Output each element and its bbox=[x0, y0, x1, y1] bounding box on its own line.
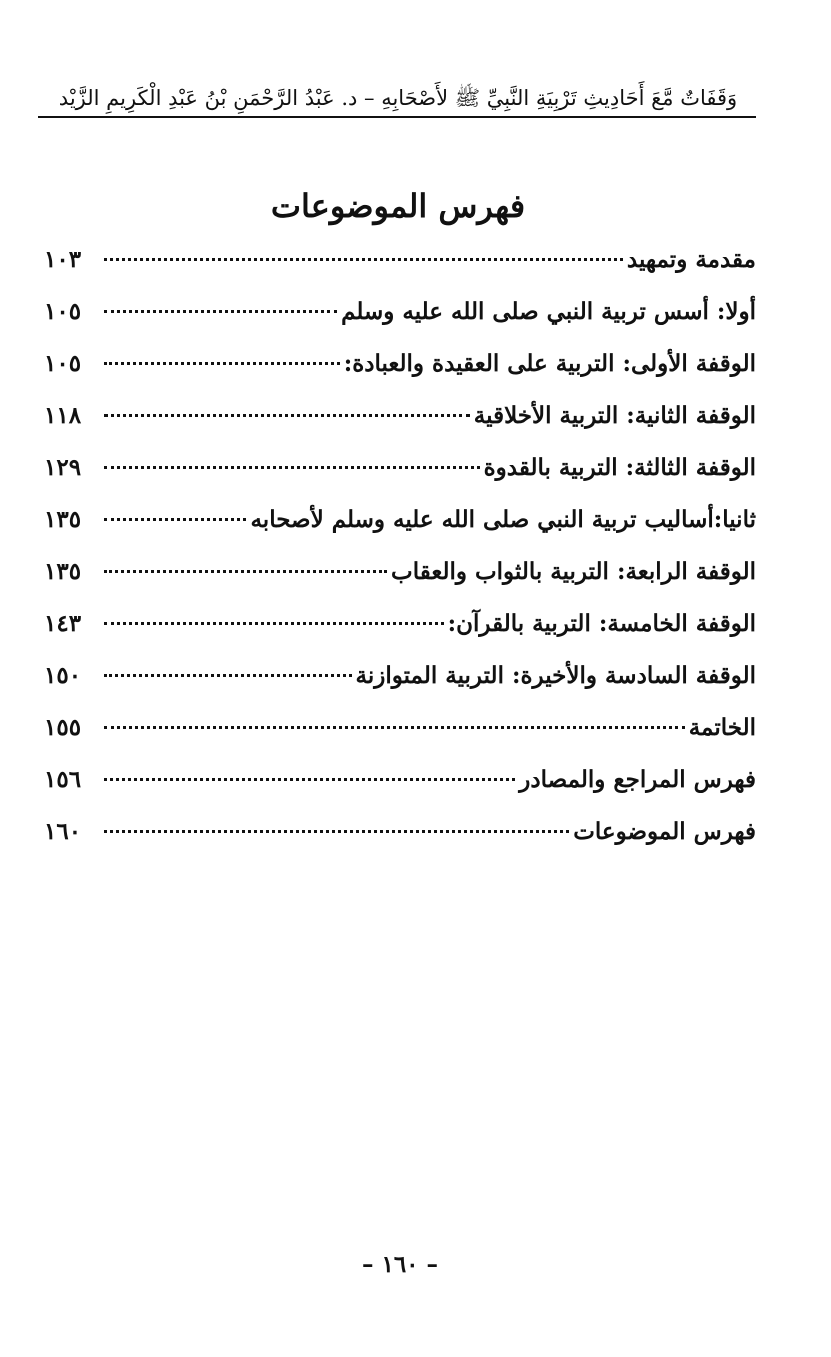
toc-entry-title: الوقفة الرابعة: التربية بالثواب والعقاب bbox=[391, 558, 756, 585]
dot-leader bbox=[104, 362, 340, 365]
toc-entry-title: فهرس المراجع والمصادر bbox=[519, 766, 756, 793]
toc-entry-title: الوقفة الأولى: التربية على العقيدة والعبادة: bbox=[343, 350, 756, 377]
dot-leader bbox=[104, 622, 444, 625]
toc-entry-page: ١٣٥ bbox=[44, 506, 82, 533]
toc-entry-page: ١٦٠ bbox=[44, 818, 82, 845]
table-of-contents bbox=[44, 240, 756, 864]
toc-entry-page: ١٠٣ bbox=[44, 246, 82, 273]
toc-entry-title: أولا: أسس تربية النبي صلى الله عليه وسلم bbox=[341, 298, 756, 325]
toc-entry-page: ١٠٥ bbox=[44, 298, 82, 325]
toc-entry bbox=[44, 604, 756, 656]
dot-leader bbox=[104, 570, 387, 573]
dot-leader bbox=[104, 310, 337, 313]
dot-leader bbox=[104, 414, 470, 417]
page-title: فهرس الموضوعات bbox=[270, 187, 526, 225]
toc-entry-page: ١١٨ bbox=[44, 402, 82, 429]
toc-entry bbox=[44, 344, 756, 396]
toc-entry bbox=[44, 760, 756, 812]
toc-entry-title: الوقفة الثانية: التربية الأخلاقية bbox=[473, 402, 756, 429]
toc-entry-page: ١٥٠ bbox=[44, 662, 82, 689]
toc-entry-title: الخاتمة bbox=[688, 714, 756, 741]
toc-entry bbox=[44, 708, 756, 760]
toc-entry bbox=[44, 500, 756, 552]
toc-entry-page: ١٢٩ bbox=[44, 454, 82, 481]
toc-entry-page: ١٥٥ bbox=[44, 714, 82, 741]
toc-entry-title: مقدمة وتمهيد bbox=[626, 246, 756, 273]
toc-entry bbox=[44, 292, 756, 344]
toc-entry-page: ١٠٥ bbox=[44, 350, 82, 377]
toc-entry bbox=[44, 552, 756, 604]
toc-entry bbox=[44, 448, 756, 500]
toc-entry-page: ١٥٦ bbox=[44, 766, 82, 793]
dot-leader bbox=[104, 518, 246, 521]
header-divider bbox=[38, 116, 756, 118]
toc-entry-title: الوقفة السادسة والأخيرة: التربية المتوازنة bbox=[355, 662, 756, 689]
dot-leader bbox=[104, 258, 623, 261]
toc-entry-title: ثانيا:أساليب تربية النبي صلى الله عليه وسلم لأصحابه bbox=[250, 506, 756, 533]
dot-leader bbox=[104, 830, 569, 833]
dot-leader bbox=[104, 466, 480, 469]
toc-entry bbox=[44, 812, 756, 864]
toc-entry-title: فهرس الموضوعات bbox=[573, 818, 756, 845]
toc-entry-page: ١٤٣ bbox=[44, 610, 82, 637]
toc-entry-title: الوقفة الخامسة: التربية بالقرآن: bbox=[447, 610, 756, 637]
toc-entry bbox=[44, 396, 756, 448]
dot-leader bbox=[104, 726, 685, 729]
page-number: – ١٦٠ – bbox=[361, 1251, 439, 1278]
running-header: وَقَفَاتٌ مَّعَ أَحَادِيثِ تَرْبِيَةِ النَّبِيِّ ﷺ لأَصْحَابِهِ – د. عَبْدُ الرَّحْمَنِ بْنُ عَبْدِ الْكَرِيمِ الزَّيْد bbox=[58, 86, 738, 110]
toc-entry bbox=[44, 240, 756, 292]
toc-entry-title: الوقفة الثالثة: التربية بالقدوة bbox=[483, 454, 756, 481]
toc-entry bbox=[44, 656, 756, 708]
dot-leader bbox=[104, 778, 515, 781]
dot-leader bbox=[104, 674, 352, 677]
toc-entry-page: ١٣٥ bbox=[44, 558, 82, 585]
